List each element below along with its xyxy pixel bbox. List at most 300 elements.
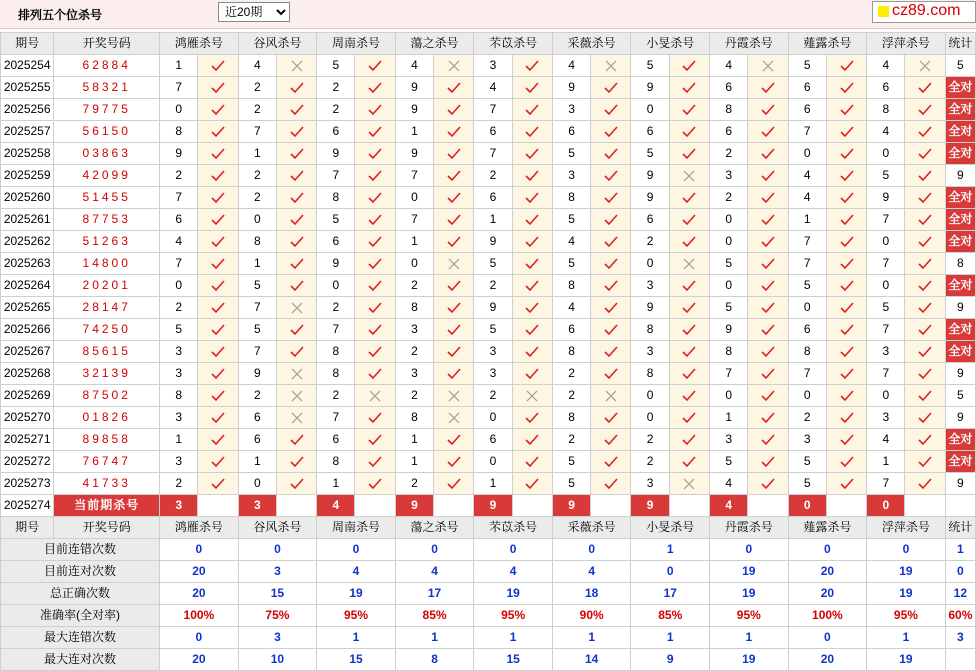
correct-mark-cell <box>669 121 709 143</box>
kill-number-cell: 3 <box>552 165 590 187</box>
kill-number-cell: 5 <box>867 297 905 319</box>
cross-icon <box>605 390 617 402</box>
stats-total: 3 <box>945 627 975 649</box>
correct-mark-cell <box>826 451 866 473</box>
correct-mark-cell <box>591 77 631 99</box>
stats-value: 19 <box>867 561 946 583</box>
correct-mark-cell <box>905 275 945 297</box>
check-icon <box>681 323 697 337</box>
stats-value: 0 <box>867 539 946 561</box>
correct-mark-cell <box>826 77 866 99</box>
cross-icon <box>683 258 695 270</box>
correct-mark-cell <box>591 231 631 253</box>
correct-mark-cell <box>826 275 866 297</box>
correct-mark-cell <box>512 253 552 275</box>
kill-number-cell: 8 <box>160 385 198 407</box>
check-icon <box>289 455 305 469</box>
correct-mark-cell <box>826 121 866 143</box>
top-header-expert[interactable]: 周南杀号 <box>317 33 396 55</box>
kill-number-cell: 1 <box>788 209 826 231</box>
period-select[interactable] <box>218 2 290 22</box>
kill-number-cell: 0 <box>710 275 748 297</box>
row-stat-cell: 9 <box>945 297 975 319</box>
check-icon <box>210 81 226 95</box>
bottom-header-expert[interactable]: 谷风杀号 <box>238 517 317 539</box>
correct-mark-cell <box>198 165 238 187</box>
current-blank-cell <box>748 495 788 517</box>
correct-mark-cell <box>198 121 238 143</box>
top-header-expert[interactable]: 蕩之杀号 <box>395 33 474 55</box>
correct-mark-cell <box>748 451 788 473</box>
check-icon <box>524 323 540 337</box>
stats-value: 100% <box>788 605 867 627</box>
check-icon <box>681 147 697 161</box>
correct-mark-cell <box>434 451 474 473</box>
correct-mark-cell <box>669 209 709 231</box>
kill-number-cell: 7 <box>867 209 905 231</box>
check-icon <box>367 147 383 161</box>
check-icon <box>839 81 855 95</box>
draw-number-cell: 03863 <box>54 143 160 165</box>
stats-label: 目前连对次数 <box>1 561 160 583</box>
kill-number-cell: 3 <box>474 363 512 385</box>
bottom-header-expert[interactable]: 蕩之杀号 <box>395 517 474 539</box>
all-correct-badge: 全对 <box>945 187 975 209</box>
check-icon <box>210 147 226 161</box>
stats-row <box>1 605 976 627</box>
top-header-draw: 开奖号码 <box>54 33 160 55</box>
check-icon <box>681 367 697 381</box>
issue-cell: 2025261 <box>1 209 54 231</box>
check-icon <box>917 81 933 95</box>
top-header-expert[interactable]: 丹霞杀号 <box>710 33 789 55</box>
kill-number-cell: 6 <box>788 77 826 99</box>
table-row <box>1 429 976 451</box>
kill-number-cell: 7 <box>238 121 276 143</box>
correct-mark-cell <box>198 473 238 495</box>
all-correct-badge: 全对 <box>945 319 975 341</box>
correct-mark-cell <box>355 275 395 297</box>
check-icon <box>446 213 462 227</box>
kill-number-cell: 6 <box>788 99 826 121</box>
check-icon <box>917 433 933 447</box>
correct-mark-cell <box>669 451 709 473</box>
bottom-header-expert[interactable]: 浮萍杀号 <box>867 517 946 539</box>
kill-number-cell: 8 <box>317 451 355 473</box>
stats-label: 目前连错次数 <box>1 539 160 561</box>
check-icon <box>524 103 540 117</box>
correct-mark-cell <box>434 473 474 495</box>
issue-cell: 2025269 <box>1 385 54 407</box>
stats-value: 3 <box>238 561 317 583</box>
kill-number-cell: 0 <box>317 275 355 297</box>
correct-mark-cell <box>276 231 316 253</box>
bottom-header-expert[interactable]: 丹霞杀号 <box>710 517 789 539</box>
kill-number-cell: 3 <box>474 341 512 363</box>
bottom-header-expert[interactable]: 芣苡杀号 <box>474 517 553 539</box>
current-kill-number: 4 <box>317 495 355 517</box>
table-row <box>1 319 976 341</box>
correct-mark-cell <box>905 473 945 495</box>
kill-number-cell: 3 <box>160 407 198 429</box>
table-row <box>1 121 976 143</box>
kill-number-cell: 4 <box>710 55 748 77</box>
kill-number-cell: 0 <box>788 385 826 407</box>
kill-number-cell: 5 <box>238 319 276 341</box>
check-icon <box>367 103 383 117</box>
correct-mark-cell <box>198 275 238 297</box>
check-icon <box>524 59 540 73</box>
check-icon <box>681 279 697 293</box>
correct-mark-cell <box>591 341 631 363</box>
correct-mark-cell <box>905 187 945 209</box>
stats-total: 1 <box>945 539 975 561</box>
correct-mark-cell <box>512 231 552 253</box>
check-icon <box>917 301 933 315</box>
correct-mark-cell <box>434 77 474 99</box>
kill-number-cell: 2 <box>788 407 826 429</box>
issue-cell: 2025266 <box>1 319 54 341</box>
check-icon <box>524 477 540 491</box>
top-header-expert[interactable]: 浮萍杀号 <box>867 33 946 55</box>
kill-number-cell: 0 <box>238 209 276 231</box>
issue-cell: 2025271 <box>1 429 54 451</box>
kill-number-cell: 6 <box>631 209 669 231</box>
check-icon <box>760 301 776 315</box>
kill-number-cell: 9 <box>395 77 433 99</box>
kill-number-cell: 6 <box>238 429 276 451</box>
correct-mark-cell <box>355 99 395 121</box>
kill-number-cell: 5 <box>552 143 590 165</box>
correct-mark-cell <box>276 77 316 99</box>
check-icon <box>681 103 697 117</box>
correct-mark-cell <box>748 99 788 121</box>
kill-number-cell: 2 <box>552 363 590 385</box>
table-row <box>1 297 976 319</box>
issue-cell: 2025260 <box>1 187 54 209</box>
kill-number-cell: 8 <box>710 341 748 363</box>
correct-mark-cell <box>905 385 945 407</box>
bottom-header-expert[interactable]: 采薇杀号 <box>552 517 631 539</box>
bottom-header-expert[interactable]: 小旻杀号 <box>631 517 710 539</box>
correct-mark-cell <box>591 363 631 385</box>
stats-value: 15 <box>238 583 317 605</box>
correct-mark-cell <box>748 385 788 407</box>
issue-cell: 2025265 <box>1 297 54 319</box>
table-row <box>1 451 976 473</box>
correct-mark-cell <box>198 77 238 99</box>
table-row <box>1 77 976 99</box>
stats-value: 4 <box>317 561 396 583</box>
correct-mark-cell <box>591 297 631 319</box>
current-blank-cell <box>669 495 709 517</box>
kill-number-cell: 7 <box>474 143 512 165</box>
draw-number-cell: 76747 <box>54 451 160 473</box>
kill-number-cell: 8 <box>395 407 433 429</box>
kill-number-cell: 5 <box>710 297 748 319</box>
check-icon <box>367 279 383 293</box>
check-icon <box>524 345 540 359</box>
correct-mark-cell <box>434 121 474 143</box>
bottom-header-expert[interactable]: 鸿雁杀号 <box>160 517 239 539</box>
kill-number-cell: 2 <box>160 473 198 495</box>
bottom-header-row <box>1 517 976 539</box>
check-icon <box>681 301 697 315</box>
check-icon <box>839 323 855 337</box>
check-icon <box>839 147 855 161</box>
cross-icon <box>448 412 460 424</box>
check-icon <box>367 213 383 227</box>
correct-mark-cell <box>198 99 238 121</box>
bottom-header-expert[interactable]: 薤露杀号 <box>788 517 867 539</box>
correct-mark-cell <box>748 121 788 143</box>
stats-value: 19 <box>474 583 553 605</box>
check-icon <box>446 235 462 249</box>
wrong-mark-cell <box>669 473 709 495</box>
kill-number-cell: 4 <box>160 231 198 253</box>
stats-total: 60% <box>945 605 975 627</box>
check-icon <box>760 323 776 337</box>
stats-value: 1 <box>317 627 396 649</box>
wrong-mark-cell <box>669 253 709 275</box>
kill-number-cell: 0 <box>631 407 669 429</box>
check-icon <box>446 477 462 491</box>
wrong-mark-cell <box>434 55 474 77</box>
correct-mark-cell <box>748 165 788 187</box>
draw-number-cell: 56150 <box>54 121 160 143</box>
correct-mark-cell <box>198 319 238 341</box>
current-blank-cell <box>905 495 945 517</box>
check-icon <box>839 279 855 293</box>
kill-number-cell: 7 <box>395 165 433 187</box>
top-header-expert[interactable]: 小旻杀号 <box>631 33 710 55</box>
kill-number-cell: 2 <box>710 187 748 209</box>
kill-number-cell: 3 <box>552 99 590 121</box>
check-icon <box>289 147 305 161</box>
check-icon <box>289 213 305 227</box>
check-icon <box>289 345 305 359</box>
check-icon <box>681 59 697 73</box>
kill-number-cell: 3 <box>710 429 748 451</box>
draw-number-cell: 41733 <box>54 473 160 495</box>
kill-number-cell: 5 <box>788 275 826 297</box>
kill-number-cell: 5 <box>631 55 669 77</box>
check-icon <box>210 301 226 315</box>
correct-mark-cell <box>748 297 788 319</box>
stats-value: 20 <box>788 561 867 583</box>
correct-mark-cell <box>748 231 788 253</box>
kill-number-cell: 3 <box>788 429 826 451</box>
correct-mark-cell <box>198 363 238 385</box>
wrong-mark-cell <box>591 385 631 407</box>
kill-number-cell: 9 <box>631 165 669 187</box>
check-icon <box>760 367 776 381</box>
top-header-expert[interactable]: 薤露杀号 <box>788 33 867 55</box>
current-blank-cell <box>276 495 316 517</box>
check-icon <box>210 455 226 469</box>
kill-number-cell: 4 <box>788 165 826 187</box>
correct-mark-cell <box>669 385 709 407</box>
correct-mark-cell <box>276 451 316 473</box>
kill-number-cell: 4 <box>552 297 590 319</box>
top-header-expert[interactable]: 采薇杀号 <box>552 33 631 55</box>
check-icon <box>917 345 933 359</box>
correct-mark-cell <box>512 407 552 429</box>
correct-mark-cell <box>905 209 945 231</box>
check-icon <box>289 169 305 183</box>
check-icon <box>446 301 462 315</box>
stats-value: 1 <box>552 627 631 649</box>
check-icon <box>289 477 305 491</box>
check-icon <box>917 389 933 403</box>
check-icon <box>681 411 697 425</box>
stats-value: 0 <box>317 539 396 561</box>
top-header-expert[interactable]: 芣苡杀号 <box>474 33 553 55</box>
issue-cell: 2025255 <box>1 77 54 99</box>
check-icon <box>760 191 776 205</box>
current-row <box>1 495 976 517</box>
check-icon <box>289 191 305 205</box>
kill-number-cell: 9 <box>238 363 276 385</box>
stats-value: 0 <box>552 539 631 561</box>
check-icon <box>760 455 776 469</box>
kill-number-cell: 5 <box>317 55 355 77</box>
correct-mark-cell <box>669 143 709 165</box>
logo-text: cz89.com <box>892 2 961 19</box>
stats-value: 20 <box>160 561 239 583</box>
check-icon <box>839 235 855 249</box>
stats-value: 20 <box>160 649 239 671</box>
stats-value: 1 <box>395 627 474 649</box>
stats-row <box>1 561 976 583</box>
kill-number-cell: 7 <box>317 319 355 341</box>
kill-number-cell: 1 <box>867 451 905 473</box>
check-icon <box>760 433 776 447</box>
check-icon <box>603 477 619 491</box>
correct-mark-cell <box>355 473 395 495</box>
kill-number-cell: 4 <box>552 231 590 253</box>
correct-mark-cell <box>276 187 316 209</box>
draw-number-cell: 58321 <box>54 77 160 99</box>
wrong-mark-cell <box>276 297 316 319</box>
check-icon <box>603 257 619 271</box>
correct-mark-cell <box>905 319 945 341</box>
kill-number-cell: 8 <box>317 341 355 363</box>
stats-value: 90% <box>552 605 631 627</box>
check-icon <box>289 257 305 271</box>
correct-mark-cell <box>669 363 709 385</box>
stats-row <box>1 583 976 605</box>
check-icon <box>367 169 383 183</box>
current-kill-number: 4 <box>710 495 748 517</box>
kill-number-cell: 0 <box>160 99 198 121</box>
correct-mark-cell <box>748 253 788 275</box>
correct-mark-cell <box>591 99 631 121</box>
current-kill-number: 9 <box>395 495 433 517</box>
correct-mark-cell <box>669 341 709 363</box>
logo-square-icon <box>878 6 889 17</box>
table-row <box>1 473 976 495</box>
site-logo[interactable] <box>872 1 976 23</box>
all-correct-badge: 全对 <box>945 429 975 451</box>
check-icon <box>917 125 933 139</box>
draw-number-cell: 51455 <box>54 187 160 209</box>
correct-mark-cell <box>905 231 945 253</box>
all-correct-badge: 全对 <box>945 143 975 165</box>
kill-number-cell: 1 <box>710 407 748 429</box>
check-icon <box>917 477 933 491</box>
kill-number-cell: 3 <box>474 55 512 77</box>
correct-mark-cell <box>276 121 316 143</box>
check-icon <box>603 235 619 249</box>
issue-cell: 2025254 <box>1 55 54 77</box>
stats-value: 19 <box>710 561 789 583</box>
check-icon <box>446 455 462 469</box>
check-icon <box>839 213 855 227</box>
kill-number-cell: 3 <box>160 451 198 473</box>
kill-number-cell: 6 <box>788 319 826 341</box>
kill-number-cell: 3 <box>631 473 669 495</box>
check-icon <box>603 323 619 337</box>
stats-value: 17 <box>631 583 710 605</box>
correct-mark-cell <box>198 209 238 231</box>
check-icon <box>524 257 540 271</box>
correct-mark-cell <box>434 165 474 187</box>
kill-number-cell: 2 <box>552 429 590 451</box>
check-icon <box>917 103 933 117</box>
check-icon <box>446 433 462 447</box>
draw-number-cell: 42099 <box>54 165 160 187</box>
kill-number-cell: 2 <box>317 385 355 407</box>
correct-mark-cell <box>512 275 552 297</box>
check-icon <box>524 433 540 447</box>
check-icon <box>210 125 226 139</box>
issue-cell: 2025262 <box>1 231 54 253</box>
kill-number-cell: 5 <box>867 165 905 187</box>
top-header-expert[interactable]: 鸿雁杀号 <box>160 33 239 55</box>
stats-label: 准确率(全对率) <box>1 605 160 627</box>
kill-number-cell: 5 <box>710 253 748 275</box>
correct-mark-cell <box>905 297 945 319</box>
cross-icon <box>526 390 538 402</box>
check-icon <box>446 279 462 293</box>
stats-label: 最大连对次数 <box>1 649 160 671</box>
stats-value: 95% <box>710 605 789 627</box>
correct-mark-cell <box>669 55 709 77</box>
check-icon <box>210 477 226 491</box>
correct-mark-cell <box>355 55 395 77</box>
stats-value: 3 <box>238 627 317 649</box>
correct-mark-cell <box>434 209 474 231</box>
correct-mark-cell <box>826 55 866 77</box>
correct-mark-cell <box>512 99 552 121</box>
check-icon <box>446 345 462 359</box>
check-icon <box>446 81 462 95</box>
top-header-expert[interactable]: 谷风杀号 <box>238 33 317 55</box>
table-row <box>1 253 976 275</box>
check-icon <box>446 191 462 205</box>
correct-mark-cell <box>198 407 238 429</box>
bottom-header-expert[interactable]: 周南杀号 <box>317 517 396 539</box>
check-icon <box>210 345 226 359</box>
kill-number-cell: 9 <box>552 77 590 99</box>
correct-mark-cell <box>355 319 395 341</box>
top-header-stat: 统计 <box>945 33 975 55</box>
kill-number-cell: 5 <box>788 473 826 495</box>
stats-value: 0 <box>395 539 474 561</box>
table-row <box>1 99 976 121</box>
issue-cell: 2025256 <box>1 99 54 121</box>
